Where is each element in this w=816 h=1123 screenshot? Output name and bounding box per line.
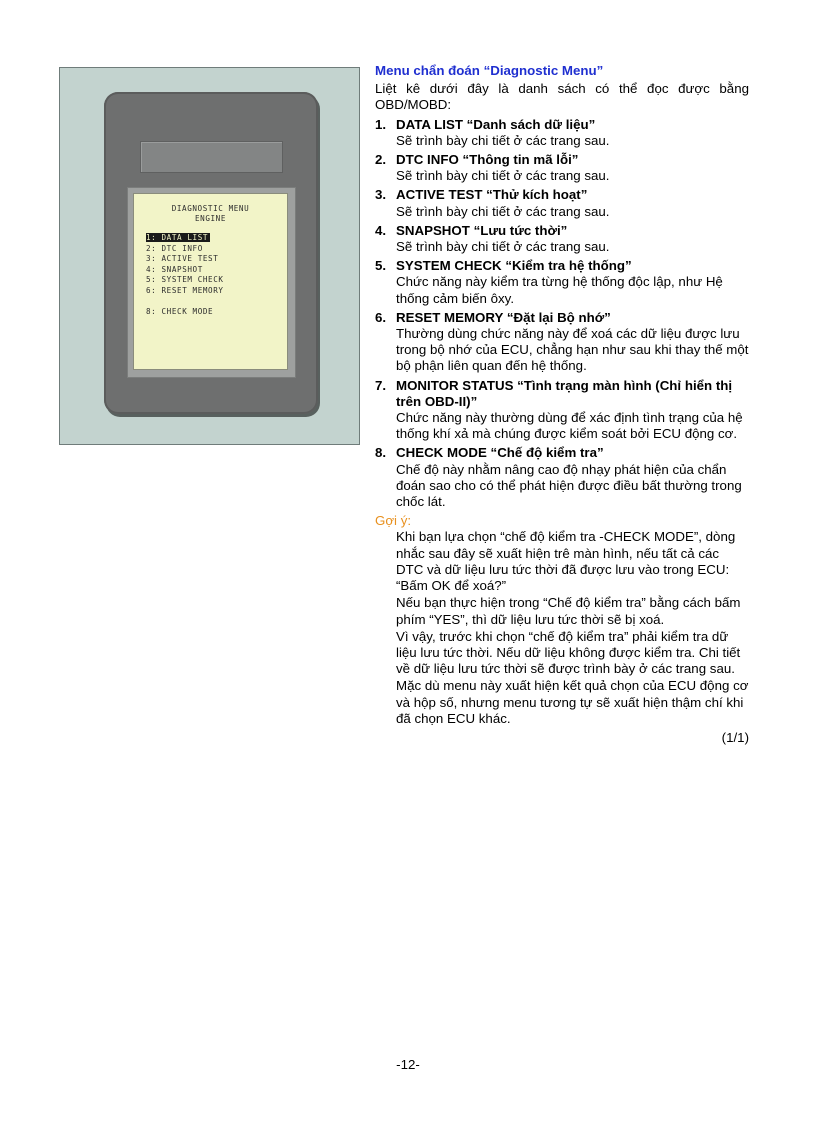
diagnostic-tester-figure <box>59 67 360 445</box>
text-column <box>375 63 749 746</box>
screen-subtitle: ENGINE <box>194 214 227 223</box>
screen-menu-item-check-mode[interactable]: 8: CHECK MODE <box>146 307 214 316</box>
list-item-description: Chế độ này nhằm nâng cao độ nhạy phát hiện của chẩn đoán sao cho có thể phát hiện được điều bất thường trong chốc lát. <box>396 461 742 510</box>
list-item-title: 7. MONITOR STATUS “Tình trạng màn hình (Chỉ hiển thị trên OBD-II)” <box>375 377 733 409</box>
list-item-description: Chức năng này thường dùng để xác định tình trạng của hệ thống khí xả mà chúng được kiểm soát bởi ECU động cơ. <box>396 410 743 442</box>
screen-menu-item-active-test[interactable]: 3: ACTIVE TEST <box>146 254 219 263</box>
hint-paragraph: Mặc dù menu này xuất hiện kết quả chọn của ECU động cơ và hộp số, nhưng menu tương tự sẽ xuất hiện thậm chí khi đã chọn ECU khác. <box>396 678 749 726</box>
list-item-description: Sẽ trình bày chi tiết ở các trang sau. <box>396 239 610 255</box>
hint-heading: Gợi ý: <box>375 513 412 529</box>
hint-paragraph: Khi bạn lựa chọn “chế độ kiểm tra -CHECK MODE”, dòng nhắc sau đây sẽ xuất hiện trê màn hình, nếu tất cả các DTC và dữ liệu lưu tức thời đã được lưu vào trong ECU: “Bấm OK để xoá?” <box>396 529 736 594</box>
list-item-description: Chức năng này kiểm tra từng hệ thống độc lập, như Hệ thống cảm biến ôxy. <box>396 274 723 306</box>
tester-body <box>104 92 318 414</box>
intro-paragraph: Liệt kê dưới đây là danh sách có thể đọc được bằng OBD/MOBD: <box>375 81 749 113</box>
screen-menu-item-data-list[interactable]: 1: DATA LIST <box>146 233 209 242</box>
list-item-description: Sẽ trình bày chi tiết ở các trang sau. <box>396 203 610 219</box>
list-item-title: 8. CHECK MODE “Chế độ kiểm tra” <box>375 445 604 461</box>
page-reference: (1/1) <box>721 729 749 745</box>
list-item-description: Sẽ trình bày chi tiết ở các trang sau. <box>396 132 610 148</box>
screen-bezel <box>127 187 296 378</box>
hint-paragraph: Nếu bạn thực hiện trong “Chế độ kiểm tra” bằng cách bấm phím “YES”, thì dữ liệu lưu tức thời sẽ bị xoá. <box>396 595 741 627</box>
screen-menu-item-snapshot[interactable]: 4: SNAPSHOT <box>146 264 203 274</box>
list-item-title: 1. DATA LIST “Danh sách dữ liệu” <box>375 116 596 132</box>
tester-top-slot <box>140 141 283 173</box>
list-item-title: 2. DTC INFO “Thông tin mã lỗi” <box>375 152 579 168</box>
list-item-description: Sẽ trình bày chi tiết ở các trang sau. <box>396 168 610 184</box>
screen-menu-item-system-check[interactable]: 5: SYSTEM CHECK <box>146 275 224 284</box>
menu-item-list <box>375 117 749 511</box>
screen-title: DIAGNOSTIC MENU <box>171 204 250 213</box>
list-item-title: 5. SYSTEM CHECK “Kiểm tra hệ thống” <box>375 258 632 274</box>
list-item-title: 6. RESET MEMORY “Đặt lại Bộ nhớ” <box>375 309 611 325</box>
list-item-title: 3. ACTIVE TEST “Thử kích hoạt” <box>375 187 588 203</box>
page-number: -12- <box>396 1057 420 1072</box>
hint-paragraph: Vì vậy, trước khi chọn “chế độ kiểm tra” phải kiểm tra dữ liệu lưu tức thời. Nếu dữ liệu không được kiểm tra. Chi tiết về dữ liệu lưu tức thời sẽ được trình bày ở các trang sau. <box>396 628 741 677</box>
tester-screen <box>133 193 288 370</box>
section-heading: Menu chẩn đoán “Diagnostic Menu” <box>375 63 604 78</box>
list-item-title: 4. SNAPSHOT “Lưu tức thời” <box>375 222 568 238</box>
list-item-description: Thường dùng chức năng này để xoá các dữ liệu được lưu trong bộ nhớ của ECU, chẳng hạn như sau khi thay thế một bộ phận liên quan đến hệ thống. <box>396 326 749 374</box>
screen-menu-item-dtc-info[interactable]: 2: DTC INFO <box>146 243 203 253</box>
screen-menu-item-reset-memory[interactable]: 6: RESET MEMORY <box>146 285 224 295</box>
